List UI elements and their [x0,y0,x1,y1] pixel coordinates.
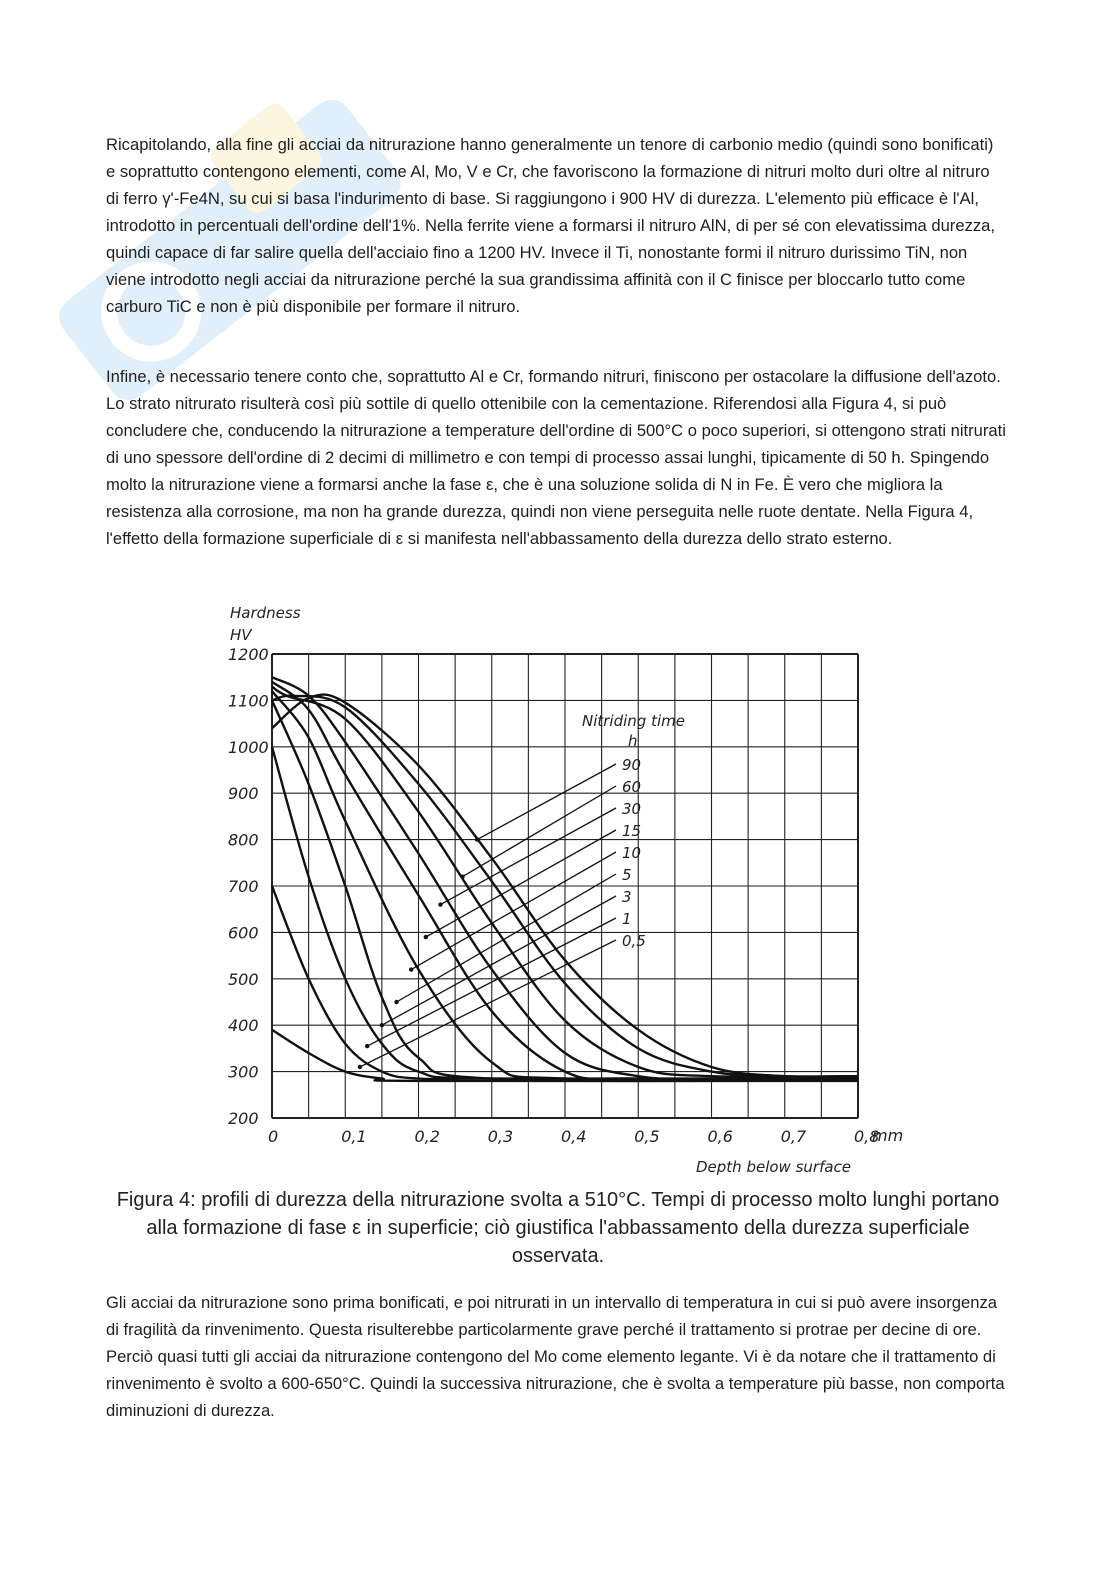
legend-title: Nitriding time [582,712,685,730]
y-tick-label: 200 [228,1109,259,1128]
chart-ticks [228,645,879,1146]
legend-leader-dot [358,1065,362,1069]
legend-leader-dot [438,902,442,906]
legend-unit: h [628,732,638,750]
legend-label: 0,5 [622,932,646,950]
chart-svg [220,598,910,1178]
y-tick-label: 400 [228,1016,259,1036]
legend-leader-line [397,874,616,1002]
y-tick-label: 900 [228,784,259,804]
legend-label: 60 [622,778,642,796]
legend-leader-line [382,896,616,1025]
chart-grid [272,654,858,1118]
x-tick-label: 0,3 [487,1127,514,1146]
y-axis-title-line2: HV [230,626,252,644]
y-tick-label: 1000 [228,737,269,757]
y-tick-label: 1100 [228,691,269,711]
x-tick-label: 0 [268,1127,279,1146]
x-tick-label: 0,4 [561,1127,587,1146]
x-tick-label: 0,8 [854,1127,880,1146]
legend-leader-dot [394,1000,398,1004]
y-tick-label: 1200 [228,645,269,664]
legend-leader-dot [365,1044,369,1048]
x-axis-title: Depth below surface [696,1158,852,1176]
legend-label: 30 [622,800,642,818]
legend-label: 5 [622,866,632,884]
legend-leader-line [360,940,616,1067]
x-tick-label: 0,7 [780,1127,807,1146]
paragraph-1: Ricapitolando, alla fine gli acciai da nitrurazione hanno generalmente un tenore di carbonio medio (quindi sono bonificati) e soprattutto contengono elementi, come Al, Mo, V e Cr, che favoriscono la formazione di nitruri molto duri oltre al nitruro di ferro γ'-Fe4N, su cui si basa l'indurimento di base. Si raggiungono i 900 HV di durezza. L'elemento più efficace è l'Al, introdotto in percentuali dell'ordine dell'1%. Nella ferrite viene a formarsi il nitruro AlN, di per sé con elevatissima durezza, quindi capace di far salire quella dell'acciaio fino a 1200 HV. Invece il Ti, nonostante formi il nitruro durissimo TiN, non viene introdotto negli acciai da nitrurazione perché la sua grandissima affinità con il C finisce per bloccarlo tutto come carburo TiC e non è più disponibile per formare il nitruro. [106,135,995,316]
y-tick-label: 500 [228,969,259,989]
y-tick-label: 800 [228,830,259,850]
legend-label: 1 [622,910,632,928]
x-axis-unit: mm [872,1126,904,1145]
legend-leader-dot [409,967,413,971]
x-tick-label: 0,6 [707,1127,733,1146]
legend-leader-dot [460,875,464,879]
y-tick-label: 300 [228,1062,259,1082]
legend-label: 90 [622,756,642,774]
legend-label: 15 [622,822,642,840]
x-tick-label: 0,5 [634,1127,660,1146]
legend-leader-dot [380,1023,384,1027]
legend-leader-line [462,786,616,877]
legend-label: 10 [622,844,642,862]
y-axis-title-line1: Hardness [230,604,301,622]
paragraph-3: Gli acciai da nitrurazione sono prima bonificati, e poi nitrurati in un intervallo di temperatura in cui si può avere insorgenza di fragilità da rinvenimento. Questa risulterebbe particolarmente grave perché il trattamento si protrae per decine di ore. Perciò quasi tutti gli acciai da nitrurazione contengono del Mo come elemento legante. Vi è da notare che il trattamento di rinvenimento è svolto a 600-650°C. Quindi la successiva nitrurazione, che è svolta a temperature più basse, non comporta diminuzioni di durezza. [106,1293,1005,1420]
figure-caption: Figura 4: profili di durezza della nitrurazione svolta a 510°C. Tempi di processo molto lunghi portano alla formazione di fase ε in superficie; ciò giustifica l'abbassamento della durezza superficiale osservata. [116,1189,1000,1267]
legend-leader-dot [475,837,479,841]
legend-label: 3 [622,888,632,906]
legend-leader-dot [424,935,428,939]
y-tick-label: 600 [228,923,259,943]
paragraph-2: Infine, è necessario tenere conto che, soprattutto Al e Cr, formando nitruri, finiscono per ostacolare la diffusione dell'azoto. Lo strato nitrurato risulterà così più sottile di quello ottenibile con la cementazione. Riferendosi alla Figura 4, si può concludere che, conducendo la nitrurazione a temperature dell'ordine di 500°C o poco superiori, si ottengono strati nitrurati di uno spessore dell'ordine di 2 decimi di millimetro e con tempi di processo assai lunghi, tipicamente di 50 h. Spingendo molto la nitrurazione viene a formarsi anche la fase ε, che è una soluzione solida di N in Fe. È vero che migliora la resistenza alla corrosione, ma non ha grande durezza, quindi non viene perseguita nelle ruote dentate. Nella Figura 4, l'effetto della formazione superficiale di ε si manifesta nell'abbassamento della durezza dello strato esterno. [106,367,1006,548]
hardness-chart [220,598,910,1178]
legend-leader-line [426,830,616,937]
x-tick-label: 0,2 [414,1127,440,1146]
legend-leader-line [477,764,616,840]
y-tick-label: 700 [228,877,259,896]
x-tick-label: 0,1 [341,1127,367,1146]
